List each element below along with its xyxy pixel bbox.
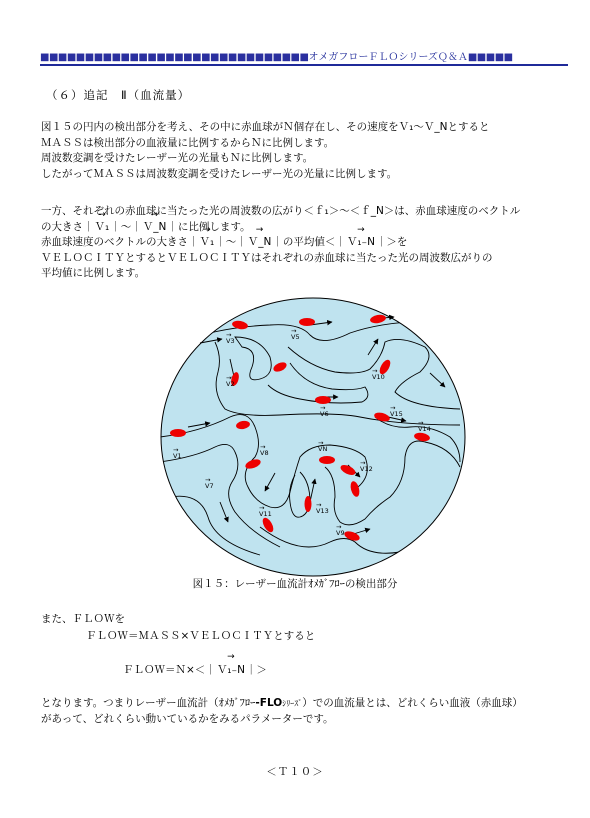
- text-fragment: ｜～｜: [110, 220, 142, 233]
- vector-label-v12: V12: [360, 465, 373, 473]
- vector-label: →: [226, 374, 232, 382]
- paragraph-2-line-4: ＶＥＬＯＣＩＴＹとするとＶＥＬＯＣＩＴＹはそれぞれの赤血球に当たった光の周波数広がりの: [41, 251, 493, 264]
- vector-label: →: [259, 504, 265, 512]
- vector-label-v13: V13: [316, 507, 329, 515]
- paragraph-2-line-5: 平均値に比例します。: [41, 267, 146, 279]
- vector-label: →: [390, 404, 396, 412]
- vector-label-v14: V14: [418, 425, 431, 433]
- text-fragment: ｜＞: [245, 664, 267, 676]
- red-blood-cell: [315, 396, 331, 404]
- vector-label: →: [316, 501, 322, 509]
- paragraph-4-line-1: [41, 696, 556, 712]
- vector-label: →: [372, 367, 378, 375]
- header-title: オメガフローＦＬＯシリーズＱ＆Ａ: [308, 52, 468, 63]
- vector-label: →: [205, 476, 211, 484]
- vector-v1: → Ｖ₁: [199, 235, 216, 251]
- vector-label-vn: VN: [318, 445, 328, 453]
- red-blood-cell: [170, 429, 186, 437]
- red-blood-cell: [319, 456, 335, 464]
- paragraph-2-line-1: 一方、それぞれの赤血球に当たった光の周波数の広がり＜ｆ₁＞～＜ｆ_N＞は、赤血球速度のベクトル: [41, 205, 521, 217]
- header-squares-left: ■■■■■■■■■■■■■■■■■■■■■■■■■■■■■■: [40, 52, 309, 63]
- vector-label-v15: V15: [390, 410, 403, 418]
- text-fragment: 赤血球速度のベクトルの大きさ｜: [41, 236, 199, 248]
- vector-label: →: [226, 331, 232, 339]
- paragraph-2: [41, 204, 556, 282]
- red-blood-cell: [305, 496, 312, 512]
- vector-v1-n: → Ｖ₁₋N: [216, 662, 246, 677]
- text-fragment: ｜に比例します。: [167, 220, 251, 233]
- vector-vn: → Ｖ_N: [247, 235, 273, 251]
- text-fragment: ｜の平均値＜｜: [272, 236, 346, 248]
- vector-label: →: [360, 459, 366, 467]
- vector-label-v11: V11: [259, 510, 272, 518]
- vector-label: →: [173, 446, 179, 454]
- equation-flow-definition: ＦＬＯＷ＝ＭＡＳＳ×ＶＥＬＯＣＩＴＹとすると: [86, 630, 316, 642]
- vector-label-v5: V5: [291, 333, 300, 341]
- paragraph-4: [41, 696, 556, 727]
- vector-label-v3: V3: [226, 337, 235, 345]
- text-fragment: ｜～｜: [215, 236, 247, 248]
- detection-area-figure: [160, 297, 466, 577]
- paragraph-1-line: したがってＭＡＳＳは周波数変調を受けたレーザー光の光量に比例します。: [41, 167, 398, 180]
- equation-flow-result: [123, 662, 267, 677]
- figure-caption: 図１５：レーザー血流計ｵﾒｶﾞﾌﾛｰの検出部分: [192, 578, 398, 590]
- vector-label: →: [418, 419, 424, 427]
- paragraph-1-line: ＭＡＳＳは検出部分の血液量に比例するからＮに比例します。: [41, 136, 335, 149]
- text-fragment: となります。つまりレーザー血流計（ｵﾒｶﾞﾌﾛｰ: [41, 697, 256, 709]
- vector-label: →: [320, 404, 326, 412]
- text-fragment: ｼﾘｰｽﾞ: [282, 699, 303, 708]
- text-fragment: ）での血流量とは、どれくらい血液（赤血球）: [302, 697, 523, 709]
- text-fragment: ｜＞を: [375, 236, 408, 248]
- paragraph-4-line-2: があって、どれくらい動いているかをみるパラメーターです。: [41, 712, 334, 725]
- vector-v1-n: → Ｖ₁₋N: [346, 235, 376, 251]
- red-blood-cell: [299, 318, 315, 326]
- header-squares-right: ■■■■■: [467, 52, 513, 63]
- text-fragment: -FLO: [255, 697, 283, 709]
- vector-label: →: [336, 523, 342, 531]
- page-number: ＜Ｔ１０＞: [266, 766, 324, 778]
- vector-vn: → Ｖ_N: [142, 220, 168, 236]
- paragraph-2-line-3: [41, 235, 556, 251]
- vector-label: →: [260, 443, 266, 451]
- vector-label-v8: V8: [260, 449, 269, 457]
- vector-label-v10: V10: [372, 373, 385, 381]
- paragraph-2-line-2: [41, 220, 556, 236]
- text-fragment: の大きさ｜: [41, 220, 94, 233]
- vector-label-v6: V6: [320, 410, 329, 418]
- vector-label-v9: V9: [336, 529, 345, 537]
- vector-label: →: [291, 327, 297, 335]
- paragraph-1: [41, 120, 556, 182]
- header-banner: [40, 52, 568, 66]
- section-title: （６）追記 Ⅱ（血流量）: [46, 88, 191, 102]
- paragraph-1-line: 図１５の円内の検出部分を考え、その中に赤血球がＮ個存在し、その速度をＶ₁～Ｖ_Nとすると: [41, 121, 490, 133]
- text-fragment: ＦＬＯＷ＝Ｎ×＜｜: [123, 664, 216, 676]
- vector-label-v7: V7: [205, 482, 214, 490]
- vector-v1: → Ｖ₁: [94, 220, 111, 236]
- paragraph-3: また、ＦＬＯＷを: [41, 613, 125, 625]
- paragraph-1-line: 周波数変調を受けたレーザー光の光量もＮに比例します。: [41, 152, 314, 164]
- vector-label-v2: V2: [226, 380, 235, 388]
- vector-label: →: [318, 439, 324, 447]
- vector-label-v1: V1: [173, 452, 182, 460]
